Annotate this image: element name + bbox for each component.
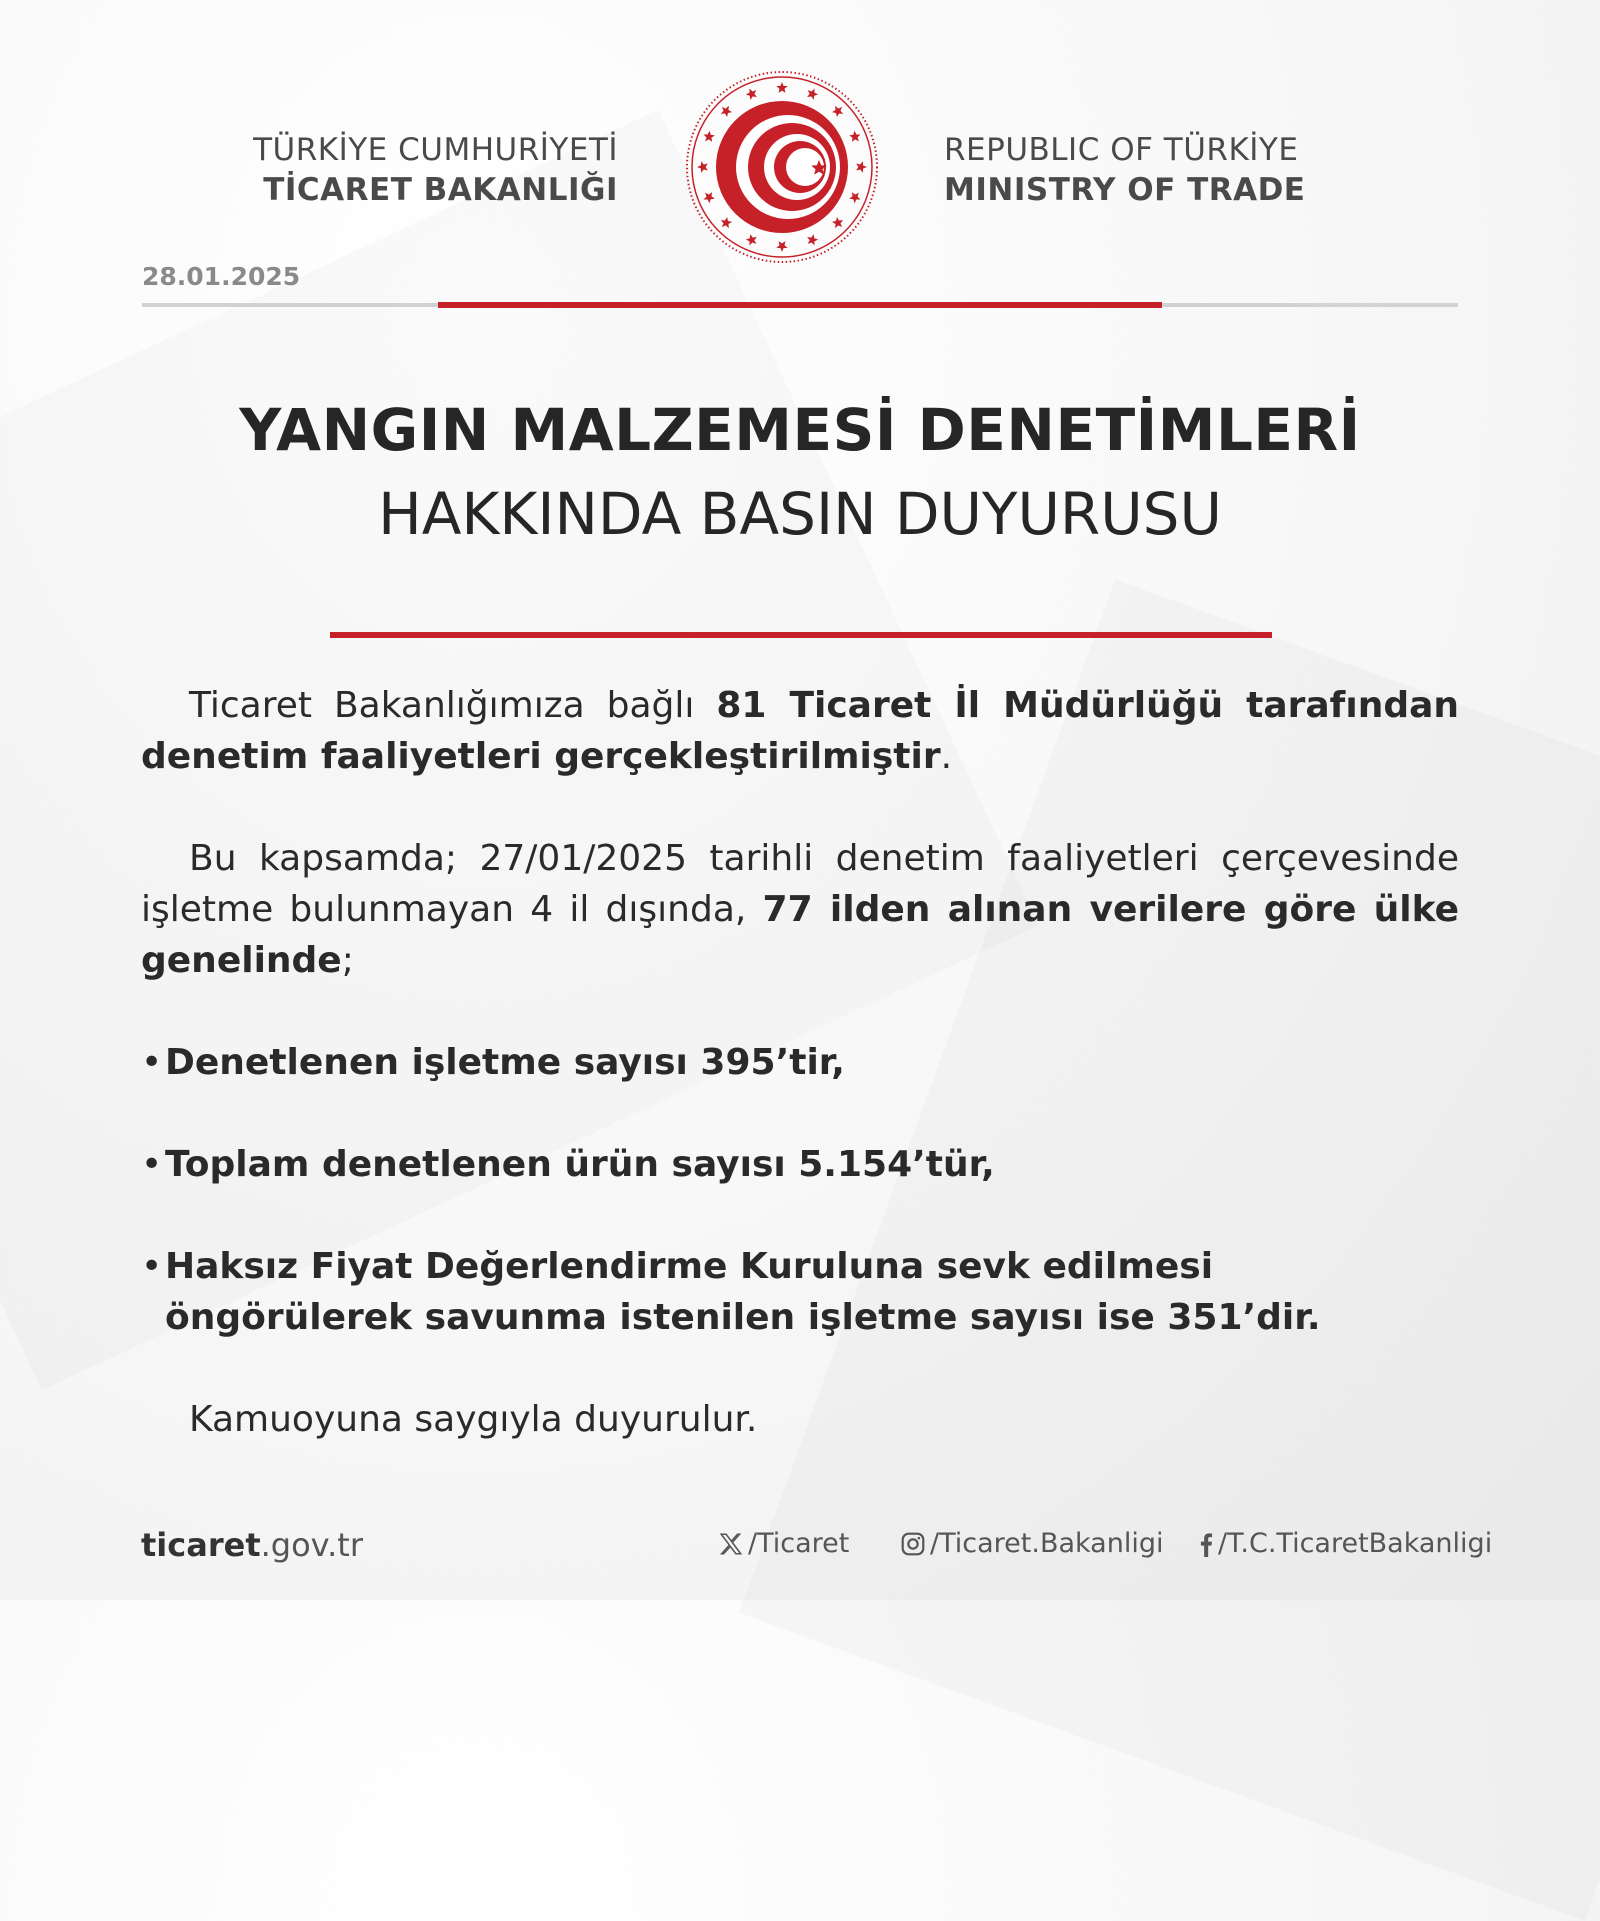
closing-line: Kamuoyuna saygıyla duyurulur. (189, 1399, 758, 1440)
star-icon (849, 192, 860, 203)
list-item (141, 1241, 1459, 1343)
instagram-icon (900, 1531, 926, 1557)
list-item (141, 1139, 1459, 1190)
list-item-text: Toplam denetlenen ürün sayısı 5.154’tür, (165, 1144, 995, 1185)
website-domain-bold: ticaret (141, 1526, 261, 1564)
page-title: YANGIN MALZEMESİ DENETİMLERİ (239, 396, 1361, 464)
title-divider (330, 632, 1272, 638)
facebook-handle: /T.C.TicaretBakanligi (1218, 1528, 1493, 1559)
announcement-body (141, 680, 1459, 1445)
star-icon (776, 241, 787, 252)
star-icon (746, 88, 757, 99)
x-handle: /Ticaret (748, 1528, 850, 1559)
star-icon (849, 131, 860, 142)
star-icon (807, 88, 818, 99)
header-left (253, 130, 618, 210)
ministry-emblem-icon (684, 69, 880, 265)
publication-date: 28.01.2025 (142, 262, 301, 291)
paragraph-text: Ticaret Bakanlığımıza bağlı (189, 685, 717, 726)
header-right-line1: REPUBLIC OF TÜRKİYE (944, 132, 1299, 168)
header-left-line1: TÜRKİYE CUMHURİYETİ (253, 132, 618, 168)
star-icon (703, 131, 714, 142)
paragraph-text: . (940, 736, 953, 777)
star-icon (856, 161, 867, 172)
list-item-text: Denetlenen işletme sayısı 395’tir, (165, 1042, 845, 1083)
instagram-handle: /Ticaret.Bakanligi (930, 1528, 1164, 1559)
facebook-link[interactable] (1198, 1528, 1492, 1559)
header-left-line2: TİCARET BAKANLIĞI (263, 172, 618, 208)
paragraph-2 (141, 833, 1459, 986)
star-icon (697, 161, 708, 172)
star-icon (746, 234, 757, 245)
star-icon (721, 217, 732, 228)
website-domain-rest: .gov.tr (260, 1526, 363, 1564)
bullet-icon: • (141, 1246, 163, 1287)
x-icon (718, 1531, 744, 1557)
website-link[interactable] (141, 1526, 363, 1564)
star-icon (721, 106, 732, 117)
star-icon (776, 82, 787, 93)
paragraph-emphasis: 81 Ticaret İl Müdürlüğü tarafından denetim faaliyetleri gerçekleştirilmiştir (141, 685, 1460, 777)
header-divider-accent (438, 302, 1162, 308)
facebook-icon (1198, 1531, 1214, 1557)
page-subtitle: HAKKINDA BASIN DUYURUSU (378, 480, 1222, 548)
bullet-icon: • (141, 1144, 163, 1185)
paragraph-1 (141, 680, 1459, 782)
star-icon (807, 234, 818, 245)
x-link[interactable] (718, 1528, 849, 1559)
paragraph-text: ; (341, 940, 354, 981)
list-item-text: Haksız Fiyat Değerlendirme Kuruluna sevk edilmesi öngörülerek savunma istenilen işletme sayısı ise 351’dir. (165, 1246, 1321, 1338)
star-icon (832, 217, 843, 228)
star-icon (832, 106, 843, 117)
paragraph-text: Bu kapsamda; 27/01/2025 tarihli denetim faaliyetleri çerçevesinde işletme bulunmayan 4 il dışında, (141, 838, 1459, 930)
list-item (141, 1037, 1459, 1088)
footer (0, 1526, 1600, 1570)
star-icon (703, 192, 714, 203)
paragraph-emphasis: 77 ilden alınan verilere göre ülke genelinde (141, 889, 1460, 981)
header-right (944, 130, 1306, 210)
header-right-line2: MINISTRY OF TRADE (944, 172, 1306, 208)
instagram-link[interactable] (900, 1528, 1163, 1559)
bullet-icon: • (141, 1042, 163, 1083)
